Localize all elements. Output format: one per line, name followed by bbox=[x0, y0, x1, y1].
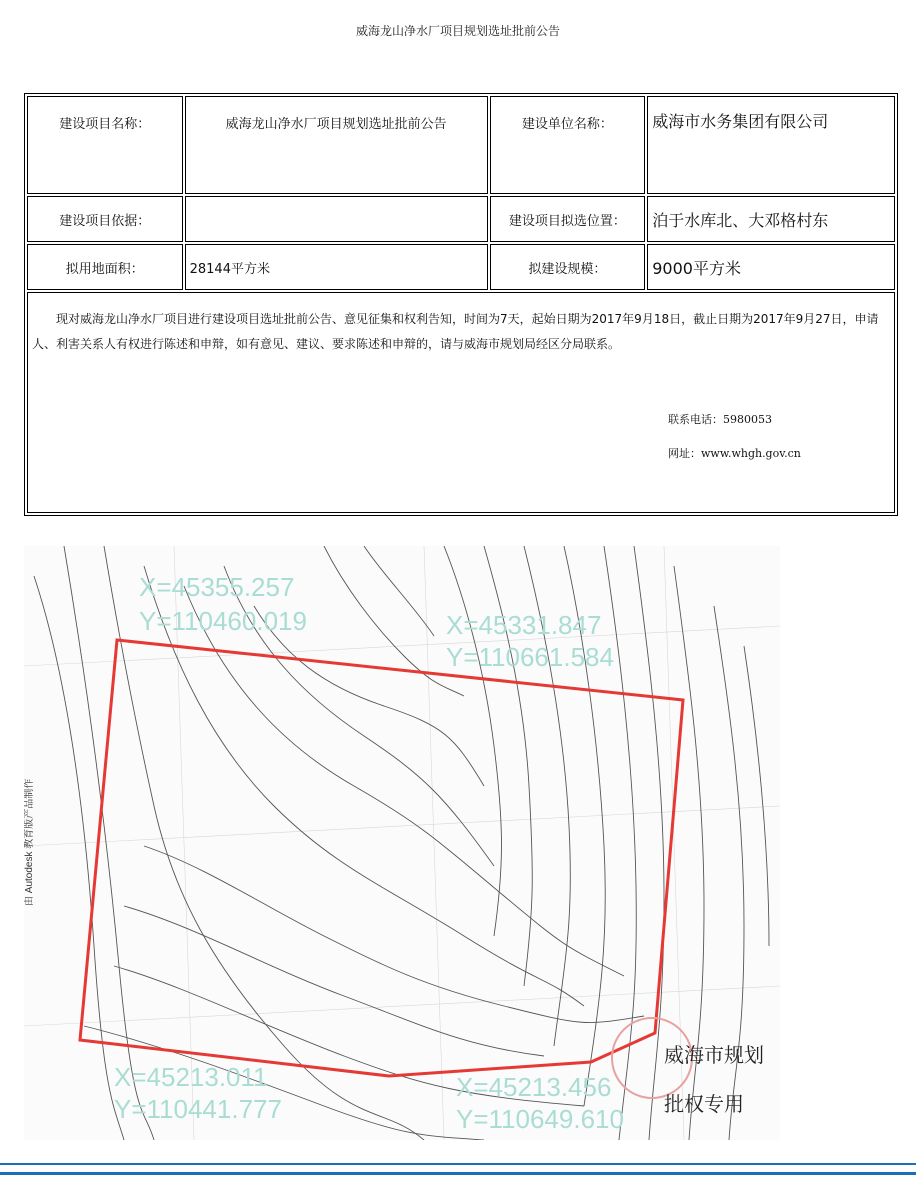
table-row bbox=[27, 244, 895, 290]
project-name-value: 威海龙山净水厂项目规划选址批前公告 bbox=[185, 96, 488, 194]
scale-value: 9000平方米 bbox=[647, 244, 895, 290]
contact-block bbox=[668, 403, 890, 471]
location-value: 泊于水库北、大邓格村东 bbox=[647, 196, 895, 242]
approval-stamp bbox=[612, 1018, 764, 1116]
location-label: 建设项目拟选位置： bbox=[490, 196, 646, 242]
coord-x-3: X=45213.011 bbox=[114, 1062, 268, 1092]
autodesk-side-text: 由 Autodesk 教育版产品制作 bbox=[24, 778, 35, 906]
unit-label: 建设单位名称： bbox=[490, 96, 646, 194]
footer-bar bbox=[0, 1172, 916, 1175]
area-value: 28144平方米 bbox=[185, 244, 488, 290]
table-row bbox=[27, 96, 895, 194]
contact-website: 网址：www.whgh.gov.cn bbox=[668, 447, 801, 460]
topographic-map-svg bbox=[24, 546, 780, 1140]
page-title: 威海龙山净水厂项目规划选址批前公告 bbox=[355, 24, 560, 38]
coord-y-1: Y=110460.019 bbox=[139, 606, 307, 636]
coord-y-4: Y=110649.610 bbox=[456, 1104, 624, 1134]
footer-divider bbox=[0, 1163, 916, 1165]
coord-y-3: Y=110441.777 bbox=[114, 1094, 282, 1124]
project-info-table bbox=[24, 93, 898, 516]
coord-y-2: Y=110661.584 bbox=[446, 642, 614, 672]
area-label: 拟用地面积： bbox=[27, 244, 183, 290]
stamp-line-1: 威海市规划 bbox=[664, 1043, 764, 1067]
table-row bbox=[27, 292, 895, 513]
unit-value: 威海市水务集团有限公司 bbox=[647, 96, 895, 194]
basis-value bbox=[185, 196, 488, 242]
basis-label: 建设项目依据： bbox=[27, 196, 183, 242]
coord-x-4: X=45213.456 bbox=[456, 1072, 612, 1102]
table-row bbox=[27, 196, 895, 242]
stamp-line-2: 批权专用 bbox=[664, 1092, 744, 1116]
coord-x-2: X=45331.847 bbox=[446, 610, 602, 640]
contact-phone: 联系电话：5980053 bbox=[668, 413, 772, 426]
scale-label: 拟建设规模： bbox=[490, 244, 646, 290]
site-map bbox=[24, 546, 780, 1140]
project-name-label: 建设项目名称： bbox=[27, 96, 183, 194]
coordinate-labels bbox=[114, 572, 624, 1134]
notice-cell bbox=[27, 292, 895, 513]
notice-text: 现对威海龙山净水厂项目进行建设项目选址批前公告、意见征集和权利告知，时间为7天，起始日期为2017年9月18日，截止日期为2017年9月27日，申请人、利害关系人有权进行陈述和申辩，如有意见、建议、要求陈述和申辩的，请与威海市规划局经区分局联系。 bbox=[32, 312, 879, 351]
coord-x-1: X=45355.257 bbox=[139, 572, 295, 602]
